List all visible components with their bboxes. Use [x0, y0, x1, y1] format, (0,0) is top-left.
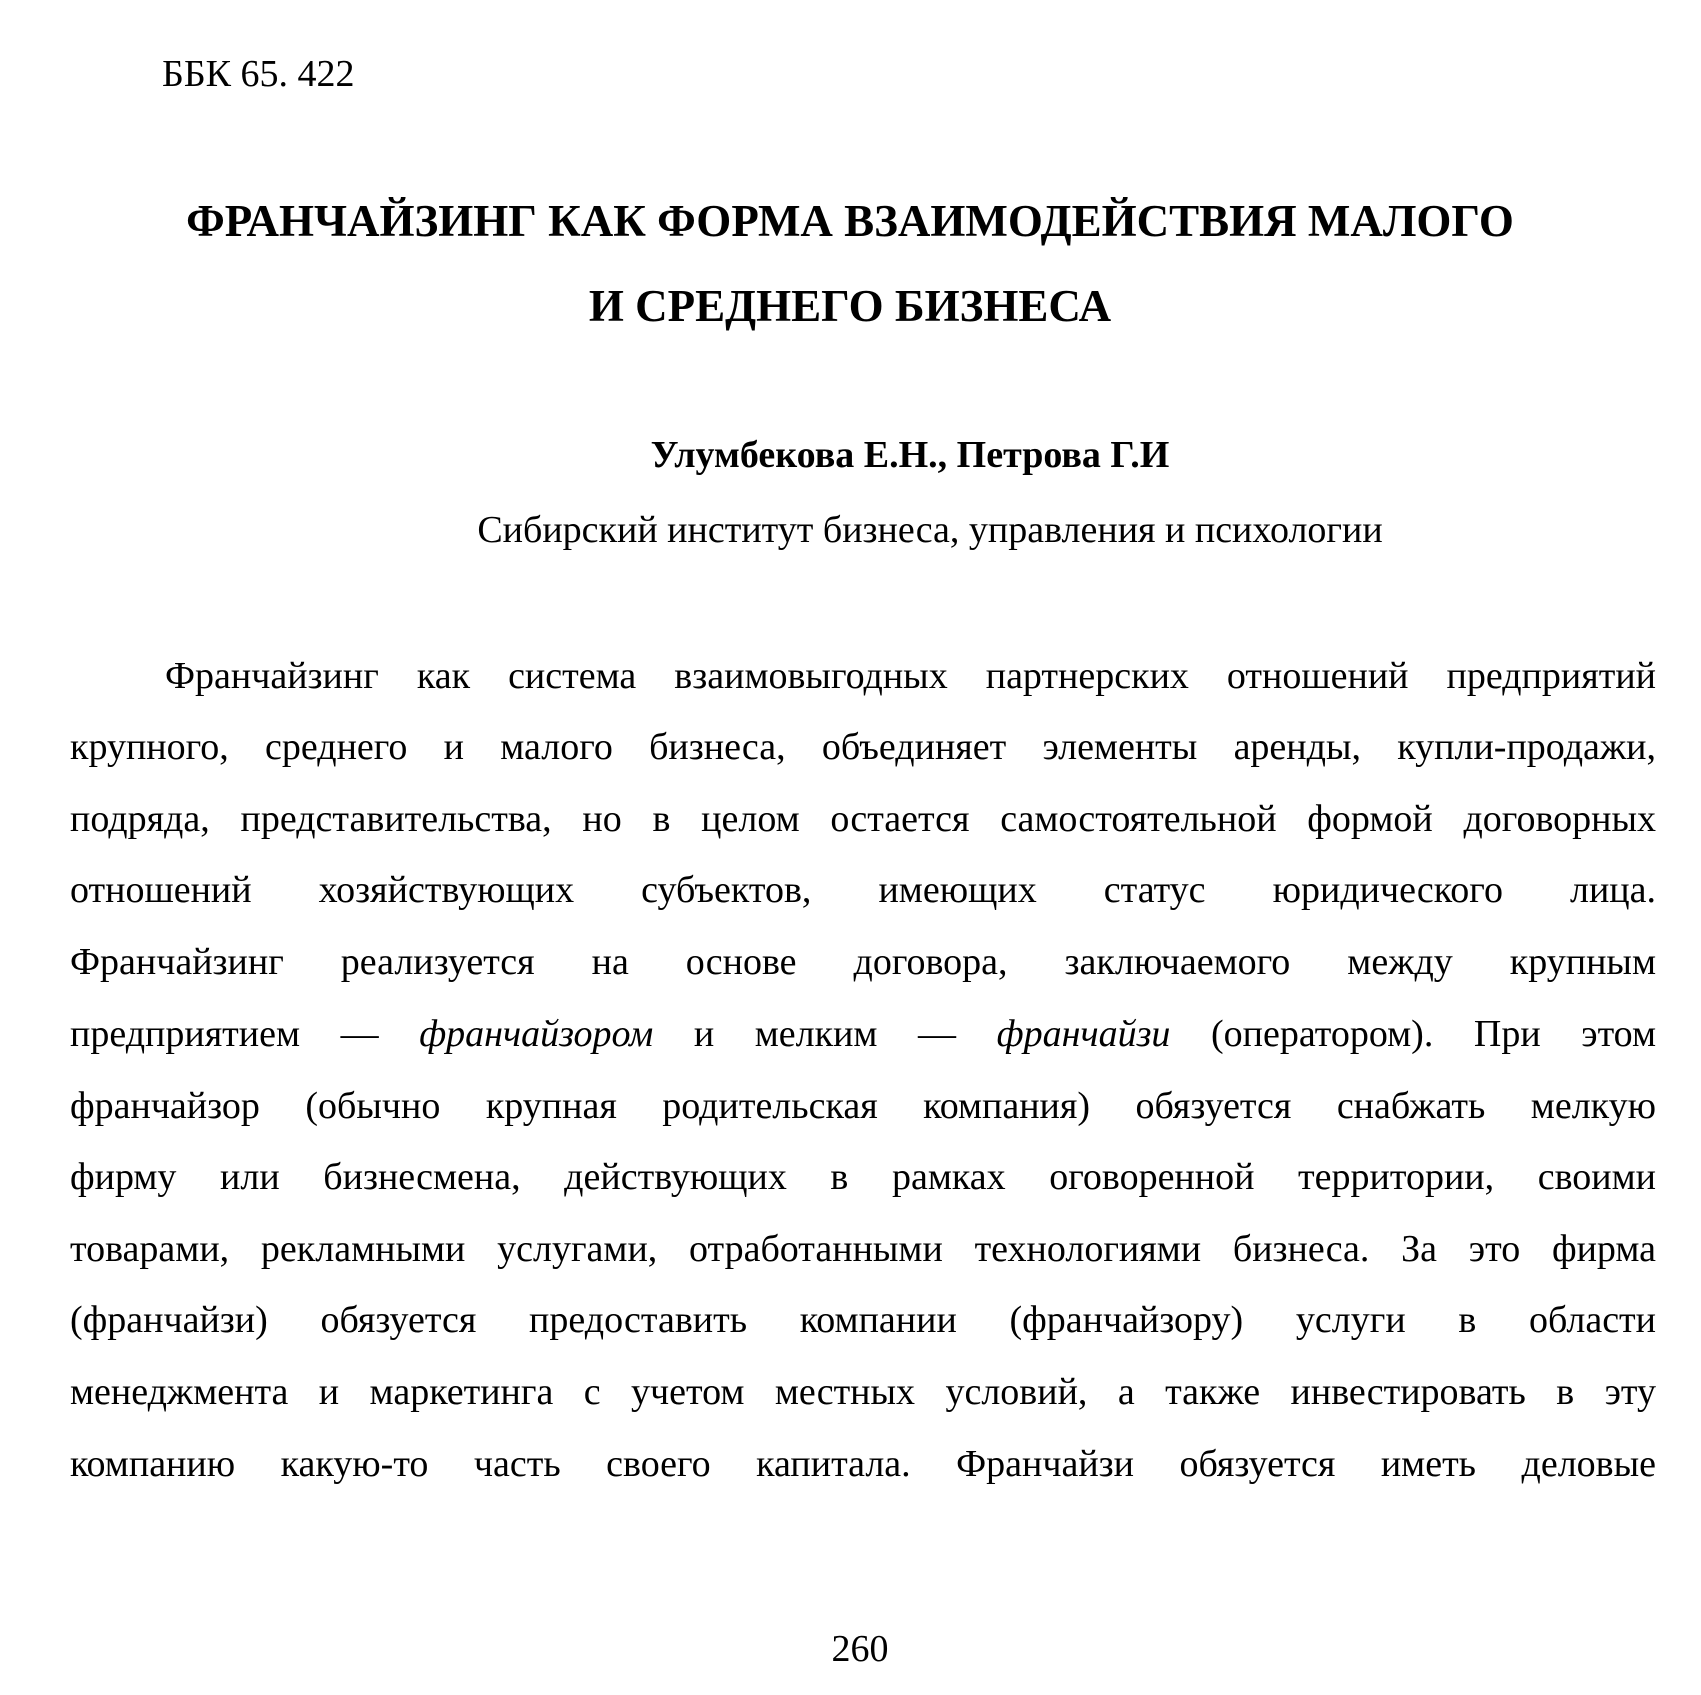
body-line-6-part-2: и мелким —	[653, 1013, 997, 1055]
authors: Улумбекова Е.Н., Петрова Г.И	[650, 434, 1170, 476]
body-line-6-part-3: (оператором). При этом	[1170, 1013, 1656, 1055]
body-line-4: отношений хозяйствующих субъектов, имеющих статус юридического лица.	[70, 869, 1656, 911]
body-line-9: товарами, рекламными услугами, отработанными технологиями бизнеса. За это фирма	[70, 1228, 1656, 1270]
body-line-7: франчайзор (обычно крупная родительская компания) обязуется снабжать мелкую	[70, 1085, 1656, 1127]
body-line-5: Франчайзинг реализуется на основе договора, заключаемого между крупным	[70, 941, 1656, 983]
body-line-10: (франчайзи) обязуется предоставить компании (франчайзору) услуги в области	[70, 1299, 1656, 1341]
article-title-line-2: И СРЕДНЕГО БИЗНЕСА	[588, 281, 1112, 331]
body-line-12: компанию какую-то часть своего капитала. Франчайзи обязуется иметь деловые	[70, 1443, 1656, 1485]
body-line-11: менеджмента и маркетинга с учетом местных условий, а также инвестировать в эту	[70, 1371, 1656, 1413]
bbk-code: ББК 65. 422	[162, 53, 355, 95]
term-franchisee: франчайзи	[996, 1013, 1171, 1055]
body-line-1: Франчайзинг как система взаимовыгодных партнерских отношений предприятий	[165, 655, 1656, 697]
body-line-6-part-1: предприятием —	[70, 1013, 420, 1055]
term-franchisor: франчайзором	[419, 1013, 654, 1055]
body-line-2: крупного, среднего и малого бизнеса, объединяет элементы аренды, купли-продажи,	[70, 726, 1656, 768]
affiliation: Сибирский институт бизнеса, управления и психологии	[477, 509, 1383, 551]
body-line-3: подряда, представительства, но в целом остается самостоятельной формой договорных	[70, 798, 1656, 840]
body-line-6	[70, 1011, 1656, 1057]
article-title-line-1: ФРАНЧАЙЗИНГ КАК ФОРМА ВЗАИМОДЕЙСТВИЯ МАЛОГО	[186, 196, 1514, 246]
body-line-8: фирму или бизнесмена, действующих в рамках оговоренной территории, своими	[70, 1156, 1656, 1198]
page-number: 260	[831, 1628, 889, 1670]
